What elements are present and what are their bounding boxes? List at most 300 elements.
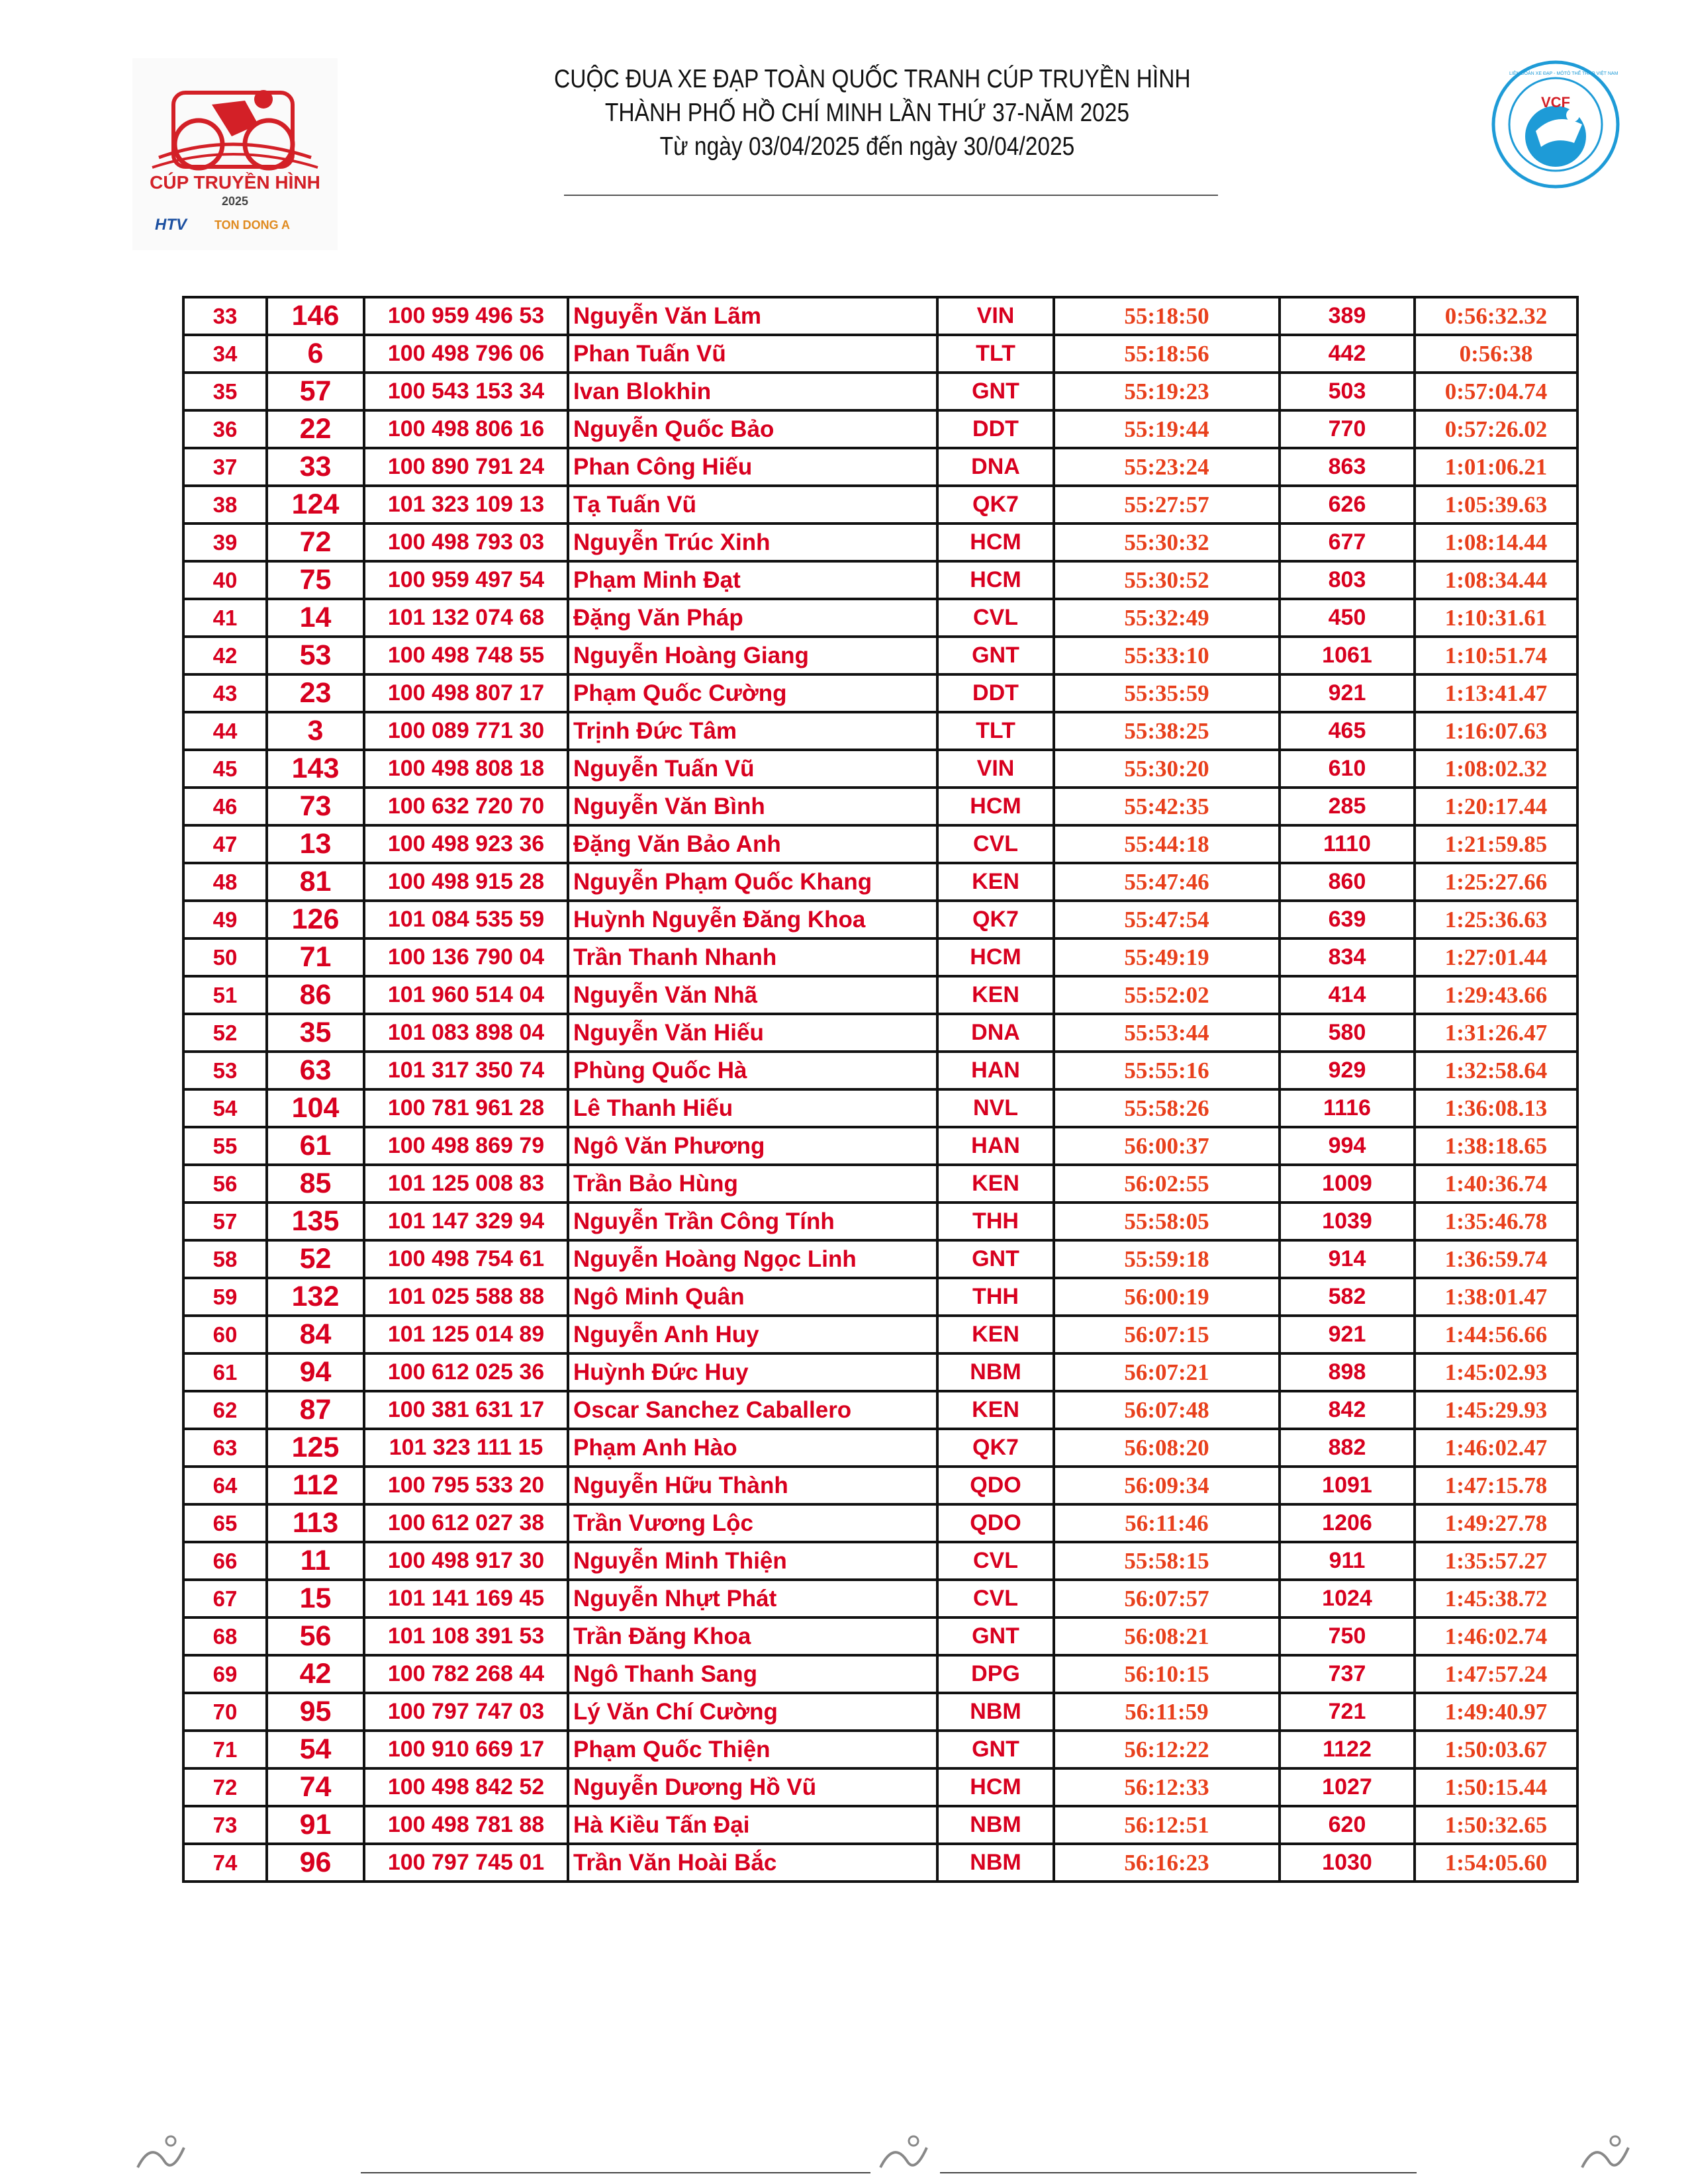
total-time-cell: 56:08:20 [1054, 1429, 1280, 1467]
team-code-cell: QK7 [937, 486, 1054, 523]
rank-cell: 38 [183, 486, 267, 523]
table-row [183, 1429, 1577, 1467]
total-time-cell: 55:35:59 [1054, 674, 1280, 712]
points-cell: 1039 [1280, 1203, 1415, 1240]
uci-id-cell: 100 498 915 28 [364, 863, 568, 901]
time-gap-cell: 1:45:02.93 [1415, 1353, 1577, 1391]
bib-number-cell: 143 [267, 750, 364, 788]
rank-cell: 56 [183, 1165, 267, 1203]
table-row [183, 1203, 1577, 1240]
time-gap-cell: 1:49:40.97 [1415, 1693, 1577, 1731]
bib-number-cell: 11 [267, 1542, 364, 1580]
rider-name-cell: Trần Thanh Nhanh [568, 938, 937, 976]
total-time-cell: 55:42:35 [1054, 788, 1280, 825]
total-time-cell: 55:33:10 [1054, 637, 1280, 674]
points-cell: 921 [1280, 674, 1415, 712]
total-time-cell: 56:08:21 [1054, 1617, 1280, 1655]
table-row [183, 938, 1577, 976]
team-code-cell: VIN [937, 750, 1054, 788]
rider-name-cell: Phùng Quốc Hà [568, 1052, 937, 1089]
rank-cell: 68 [183, 1617, 267, 1655]
bib-number-cell: 75 [267, 561, 364, 599]
cup-truyen-hinh-logo [132, 58, 338, 250]
rank-cell: 48 [183, 863, 267, 901]
uci-id-cell: 100 959 497 54 [364, 561, 568, 599]
rider-name-cell: Oscar Sanchez Caballero [568, 1391, 937, 1429]
rank-cell: 74 [183, 1844, 267, 1882]
time-gap-cell: 1:27:01.44 [1415, 938, 1577, 976]
bib-number-cell: 53 [267, 637, 364, 674]
points-cell: 1024 [1280, 1580, 1415, 1617]
uci-id-cell: 100 959 496 53 [364, 297, 568, 335]
points-cell: 863 [1280, 448, 1415, 486]
logo-title: CÚP TRUYỀN HÌNH [150, 172, 320, 193]
uci-id-cell: 100 498 917 30 [364, 1542, 568, 1580]
vcf-ring-text: LIÊN ĐOÀN XE ĐẠP - MÔTÔ THỂ THAO VIỆT NAM [1509, 71, 1618, 76]
rank-cell: 73 [183, 1806, 267, 1844]
bib-number-cell: 6 [267, 335, 364, 373]
total-time-cell: 56:07:48 [1054, 1391, 1280, 1429]
rank-cell: 64 [183, 1467, 267, 1504]
points-cell: 1061 [1280, 637, 1415, 674]
bib-number-cell: 23 [267, 674, 364, 712]
uci-id-cell: 100 498 754 61 [364, 1240, 568, 1278]
uci-id-cell: 100 498 748 55 [364, 637, 568, 674]
team-code-cell: NBM [937, 1806, 1054, 1844]
rank-cell: 70 [183, 1693, 267, 1731]
table-row [183, 1165, 1577, 1203]
bib-number-cell: 57 [267, 373, 364, 410]
team-code-cell: HCM [937, 1768, 1054, 1806]
rider-name-cell: Ngô Văn Phương [568, 1127, 937, 1165]
rank-cell: 35 [183, 373, 267, 410]
rank-cell: 52 [183, 1014, 267, 1052]
team-code-cell: HCM [937, 788, 1054, 825]
rider-name-cell: Nguyễn Văn Bình [568, 788, 937, 825]
rank-cell: 41 [183, 599, 267, 637]
footer-rule-right [940, 2172, 1417, 2173]
points-cell: 610 [1280, 750, 1415, 788]
time-gap-cell: 1:47:15.78 [1415, 1467, 1577, 1504]
team-code-cell: KEN [937, 863, 1054, 901]
table-row [183, 1467, 1577, 1504]
time-gap-cell: 1:38:18.65 [1415, 1127, 1577, 1165]
total-time-cell: 56:07:57 [1054, 1580, 1280, 1617]
uci-id-cell: 100 797 747 03 [364, 1693, 568, 1731]
team-code-cell: NVL [937, 1089, 1054, 1127]
table-row [183, 1542, 1577, 1580]
uci-id-cell: 101 108 391 53 [364, 1617, 568, 1655]
rider-name-cell: Trần Đăng Khoa [568, 1617, 937, 1655]
rank-cell: 60 [183, 1316, 267, 1353]
table-row [183, 486, 1577, 523]
bib-number-cell: 95 [267, 1693, 364, 1731]
total-time-cell: 56:02:55 [1054, 1165, 1280, 1203]
team-code-cell: KEN [937, 976, 1054, 1014]
total-time-cell: 56:11:59 [1054, 1693, 1280, 1731]
table-row [183, 1052, 1577, 1089]
uci-id-cell: 101 323 109 13 [364, 486, 568, 523]
header-line-1: CUỘC ĐUA XE ĐẠP TOÀN QUỐC TRANH CÚP TRUYỀN HÌNH [554, 65, 1191, 93]
rider-name-cell: Lý Văn Chí Cường [568, 1693, 937, 1731]
time-gap-cell: 1:32:58.64 [1415, 1052, 1577, 1089]
total-time-cell: 56:12:51 [1054, 1806, 1280, 1844]
bib-number-cell: 14 [267, 599, 364, 637]
sponsor-tondonga: TON DONG A [214, 218, 291, 232]
points-cell: 1030 [1280, 1844, 1415, 1882]
points-cell: 503 [1280, 373, 1415, 410]
rider-name-cell: Nguyễn Nhựt Phát [568, 1580, 937, 1617]
uci-id-cell: 100 632 720 70 [364, 788, 568, 825]
rider-name-cell: Phạm Minh Đạt [568, 561, 937, 599]
team-code-cell: NBM [937, 1693, 1054, 1731]
rank-cell: 63 [183, 1429, 267, 1467]
team-code-cell: HCM [937, 523, 1054, 561]
total-time-cell: 55:58:26 [1054, 1089, 1280, 1127]
rider-name-cell: Ngô Minh Quân [568, 1278, 937, 1316]
rider-name-cell: Ivan Blokhin [568, 373, 937, 410]
rank-cell: 54 [183, 1089, 267, 1127]
uci-id-cell: 100 910 669 17 [364, 1731, 568, 1768]
team-code-cell: HAN [937, 1052, 1054, 1089]
sponsor-htv: HTV [155, 216, 187, 234]
bib-number-cell: 74 [267, 1768, 364, 1806]
rider-name-cell: Phan Công Hiếu [568, 448, 937, 486]
time-gap-cell: 1:16:07.63 [1415, 712, 1577, 750]
team-code-cell: DNA [937, 1014, 1054, 1052]
uci-id-cell: 100 612 025 36 [364, 1353, 568, 1391]
time-gap-cell: 0:57:26.02 [1415, 410, 1577, 448]
points-cell: 580 [1280, 1014, 1415, 1052]
points-cell: 921 [1280, 1316, 1415, 1353]
rank-cell: 61 [183, 1353, 267, 1391]
time-gap-cell: 1:50:03.67 [1415, 1731, 1577, 1768]
bib-number-cell: 54 [267, 1731, 364, 1768]
points-cell: 803 [1280, 561, 1415, 599]
points-cell: 737 [1280, 1655, 1415, 1693]
uci-id-cell: 101 025 588 88 [364, 1278, 568, 1316]
points-cell: 914 [1280, 1240, 1415, 1278]
time-gap-cell: 1:50:32.65 [1415, 1806, 1577, 1844]
total-time-cell: 55:30:20 [1054, 750, 1280, 788]
points-cell: 721 [1280, 1693, 1415, 1731]
time-gap-cell: 1:08:34.44 [1415, 561, 1577, 599]
time-gap-cell: 1:05:39.63 [1415, 486, 1577, 523]
team-code-cell: DDT [937, 674, 1054, 712]
total-time-cell: 55:55:16 [1054, 1052, 1280, 1089]
uci-id-cell: 100 797 745 01 [364, 1844, 568, 1882]
points-cell: 770 [1280, 410, 1415, 448]
time-gap-cell: 0:57:04.74 [1415, 373, 1577, 410]
table-row [183, 1693, 1577, 1731]
total-time-cell: 55:30:32 [1054, 523, 1280, 561]
rank-cell: 45 [183, 750, 267, 788]
rider-name-cell: Nguyễn Trúc Xinh [568, 523, 937, 561]
time-gap-cell: 1:36:59.74 [1415, 1240, 1577, 1278]
bib-number-cell: 91 [267, 1806, 364, 1844]
total-time-cell: 55:58:05 [1054, 1203, 1280, 1240]
team-code-cell: QDO [937, 1504, 1054, 1542]
page-header [503, 62, 1231, 163]
time-gap-cell: 1:20:17.44 [1415, 788, 1577, 825]
uci-id-cell: 101 083 898 04 [364, 1014, 568, 1052]
table-row [183, 637, 1577, 674]
rank-cell: 71 [183, 1731, 267, 1768]
total-time-cell: 56:07:15 [1054, 1316, 1280, 1353]
rider-name-cell: Nguyễn Văn Nhã [568, 976, 937, 1014]
uci-id-cell: 100 782 268 44 [364, 1655, 568, 1693]
rank-cell: 40 [183, 561, 267, 599]
team-code-cell: KEN [937, 1391, 1054, 1429]
table-row [183, 1353, 1577, 1391]
uci-id-cell: 100 498 923 36 [364, 825, 568, 863]
bib-number-cell: 124 [267, 486, 364, 523]
points-cell: 450 [1280, 599, 1415, 637]
points-cell: 882 [1280, 1429, 1415, 1467]
time-gap-cell: 0:56:32.32 [1415, 297, 1577, 335]
bib-number-cell: 63 [267, 1052, 364, 1089]
bib-number-cell: 81 [267, 863, 364, 901]
total-time-cell: 55:53:44 [1054, 1014, 1280, 1052]
time-gap-cell: 1:01:06.21 [1415, 448, 1577, 486]
team-code-cell: HCM [937, 938, 1054, 976]
team-code-cell: CVL [937, 1542, 1054, 1580]
points-cell: 1027 [1280, 1768, 1415, 1806]
rank-cell: 49 [183, 901, 267, 938]
time-gap-cell: 1:44:56.66 [1415, 1316, 1577, 1353]
team-code-cell: TLT [937, 335, 1054, 373]
team-code-cell: HCM [937, 561, 1054, 599]
table-row [183, 1844, 1577, 1882]
results-table [182, 296, 1579, 1883]
team-code-cell: VIN [937, 297, 1054, 335]
bib-number-cell: 61 [267, 1127, 364, 1165]
uci-id-cell: 100 498 842 52 [364, 1768, 568, 1806]
uci-id-cell: 100 498 808 18 [364, 750, 568, 788]
time-gap-cell: 1:45:29.93 [1415, 1391, 1577, 1429]
uci-id-cell: 100 498 796 06 [364, 335, 568, 373]
uci-id-cell: 100 498 781 88 [364, 1806, 568, 1844]
points-cell: 389 [1280, 297, 1415, 335]
rider-name-cell: Phạm Anh Hào [568, 1429, 937, 1467]
time-gap-cell: 1:10:31.61 [1415, 599, 1577, 637]
uci-id-cell: 100 612 027 38 [364, 1504, 568, 1542]
points-cell: 1116 [1280, 1089, 1415, 1127]
rider-name-cell: Nguyễn Văn Hiếu [568, 1014, 937, 1052]
points-cell: 1206 [1280, 1504, 1415, 1542]
team-code-cell: THH [937, 1278, 1054, 1316]
points-cell: 750 [1280, 1617, 1415, 1655]
vcf-emblem-icon [1489, 58, 1622, 191]
rider-name-cell: Trần Bảo Hùng [568, 1165, 937, 1203]
bib-number-cell: 113 [267, 1504, 364, 1542]
table-row [183, 599, 1577, 637]
bib-number-cell: 22 [267, 410, 364, 448]
table-row [183, 561, 1577, 599]
total-time-cell: 55:47:54 [1054, 901, 1280, 938]
uci-id-cell: 101 141 169 45 [364, 1580, 568, 1617]
bib-number-cell: 94 [267, 1353, 364, 1391]
header-line-3: Từ ngày 03/04/2025 đến ngày 30/04/2025 [659, 132, 1075, 161]
bib-number-cell: 135 [267, 1203, 364, 1240]
points-cell: 1009 [1280, 1165, 1415, 1203]
table-row [183, 1806, 1577, 1844]
total-time-cell: 55:49:19 [1054, 938, 1280, 976]
total-time-cell: 56:00:37 [1054, 1127, 1280, 1165]
bib-number-cell: 33 [267, 448, 364, 486]
bib-number-cell: 125 [267, 1429, 364, 1467]
team-code-cell: HAN [937, 1127, 1054, 1165]
header-divider [564, 195, 1218, 196]
points-cell: 842 [1280, 1391, 1415, 1429]
team-code-cell: NBM [937, 1353, 1054, 1391]
points-cell: 677 [1280, 523, 1415, 561]
time-gap-cell: 1:29:43.66 [1415, 976, 1577, 1014]
rider-name-cell: Nguyễn Dương Hồ Vũ [568, 1768, 937, 1806]
results-body [183, 297, 1577, 1882]
footer-logo-right-icon [1575, 2128, 1635, 2181]
total-time-cell: 55:58:15 [1054, 1542, 1280, 1580]
rank-cell: 50 [183, 938, 267, 976]
rank-cell: 37 [183, 448, 267, 486]
table-row [183, 1768, 1577, 1806]
rider-name-cell: Trần Văn Hoài Bắc [568, 1844, 937, 1882]
rider-name-cell: Ngô Thanh Sang [568, 1655, 937, 1693]
uci-id-cell: 101 960 514 04 [364, 976, 568, 1014]
rider-name-cell: Đặng Văn Pháp [568, 599, 937, 637]
total-time-cell: 55:52:02 [1054, 976, 1280, 1014]
points-cell: 1091 [1280, 1467, 1415, 1504]
time-gap-cell: 1:40:36.74 [1415, 1165, 1577, 1203]
footer-logo-left-icon [131, 2128, 191, 2181]
team-code-cell: GNT [937, 637, 1054, 674]
table-row [183, 448, 1577, 486]
points-cell: 834 [1280, 938, 1415, 976]
total-time-cell: 56:09:34 [1054, 1467, 1280, 1504]
footer-rule-left [361, 2172, 870, 2173]
rank-cell: 53 [183, 1052, 267, 1089]
table-row [183, 1127, 1577, 1165]
uci-id-cell: 101 323 111 15 [364, 1429, 568, 1467]
team-code-cell: QDO [937, 1467, 1054, 1504]
points-cell: 582 [1280, 1278, 1415, 1316]
time-gap-cell: 1:50:15.44 [1415, 1768, 1577, 1806]
rank-cell: 39 [183, 523, 267, 561]
rank-cell: 65 [183, 1504, 267, 1542]
team-code-cell: QK7 [937, 901, 1054, 938]
team-code-cell: QK7 [937, 1429, 1054, 1467]
table-row [183, 825, 1577, 863]
rider-name-cell: Tạ Tuấn Vũ [568, 486, 937, 523]
rank-cell: 66 [183, 1542, 267, 1580]
vcf-logo [1489, 58, 1622, 191]
uci-id-cell: 100 381 631 17 [364, 1391, 568, 1429]
time-gap-cell: 1:35:46.78 [1415, 1203, 1577, 1240]
table-row [183, 1504, 1577, 1542]
rank-cell: 43 [183, 674, 267, 712]
uci-id-cell: 100 543 153 34 [364, 373, 568, 410]
rank-cell: 58 [183, 1240, 267, 1278]
table-row [183, 373, 1577, 410]
rider-name-cell: Nguyễn Trần Công Tính [568, 1203, 937, 1240]
points-cell: 639 [1280, 901, 1415, 938]
bib-number-cell: 3 [267, 712, 364, 750]
header-line-2: THÀNH PHỐ HỒ CHÍ MINH LẦN THỨ 37-NĂM 2025 [604, 99, 1130, 127]
bib-number-cell: 112 [267, 1467, 364, 1504]
rider-name-cell: Nguyễn Văn Lãm [568, 297, 937, 335]
time-gap-cell: 1:54:05.60 [1415, 1844, 1577, 1882]
points-cell: 860 [1280, 863, 1415, 901]
total-time-cell: 55:30:52 [1054, 561, 1280, 599]
time-gap-cell: 1:08:14.44 [1415, 523, 1577, 561]
rider-name-cell: Nguyễn Hoàng Ngọc Linh [568, 1240, 937, 1278]
time-gap-cell: 1:46:02.47 [1415, 1429, 1577, 1467]
points-cell: 898 [1280, 1353, 1415, 1391]
bib-number-cell: 13 [267, 825, 364, 863]
team-code-cell: KEN [937, 1165, 1054, 1203]
total-time-cell: 55:19:44 [1054, 410, 1280, 448]
uci-id-cell: 100 498 793 03 [364, 523, 568, 561]
rank-cell: 67 [183, 1580, 267, 1617]
team-code-cell: GNT [937, 1617, 1054, 1655]
bib-number-cell: 71 [267, 938, 364, 976]
total-time-cell: 55:18:50 [1054, 297, 1280, 335]
bib-number-cell: 15 [267, 1580, 364, 1617]
points-cell: 465 [1280, 712, 1415, 750]
points-cell: 1122 [1280, 1731, 1415, 1768]
rider-name-cell: Phan Tuấn Vũ [568, 335, 937, 373]
rank-cell: 44 [183, 712, 267, 750]
uci-id-cell: 100 498 806 16 [364, 410, 568, 448]
team-code-cell: GNT [937, 1240, 1054, 1278]
points-cell: 626 [1280, 486, 1415, 523]
logo-year: 2025 [221, 195, 249, 208]
rider-name-cell: Phạm Quốc Thiện [568, 1731, 937, 1768]
team-code-cell: CVL [937, 599, 1054, 637]
table-row [183, 863, 1577, 901]
total-time-cell: 55:44:18 [1054, 825, 1280, 863]
points-cell: 911 [1280, 1542, 1415, 1580]
time-gap-cell: 1:38:01.47 [1415, 1278, 1577, 1316]
total-time-cell: 56:16:23 [1054, 1844, 1280, 1882]
points-cell: 620 [1280, 1806, 1415, 1844]
table-row [183, 1617, 1577, 1655]
time-gap-cell: 1:46:02.74 [1415, 1617, 1577, 1655]
time-gap-cell: 1:35:57.27 [1415, 1542, 1577, 1580]
bib-number-cell: 52 [267, 1240, 364, 1278]
time-gap-cell: 1:13:41.47 [1415, 674, 1577, 712]
total-time-cell: 56:12:33 [1054, 1768, 1280, 1806]
rank-cell: 62 [183, 1391, 267, 1429]
team-code-cell: DPG [937, 1655, 1054, 1693]
uci-id-cell: 100 781 961 28 [364, 1089, 568, 1127]
table-row [183, 901, 1577, 938]
points-cell: 929 [1280, 1052, 1415, 1089]
bib-number-cell: 146 [267, 297, 364, 335]
bib-number-cell: 126 [267, 901, 364, 938]
time-gap-cell: 1:36:08.13 [1415, 1089, 1577, 1127]
points-cell: 994 [1280, 1127, 1415, 1165]
uci-id-cell: 100 795 533 20 [364, 1467, 568, 1504]
uci-id-cell: 100 498 869 79 [364, 1127, 568, 1165]
table-row [183, 1278, 1577, 1316]
rank-cell: 55 [183, 1127, 267, 1165]
bib-number-cell: 35 [267, 1014, 364, 1052]
table-row [183, 750, 1577, 788]
time-gap-cell: 1:21:59.85 [1415, 825, 1577, 863]
table-row [183, 712, 1577, 750]
table-row [183, 1655, 1577, 1693]
